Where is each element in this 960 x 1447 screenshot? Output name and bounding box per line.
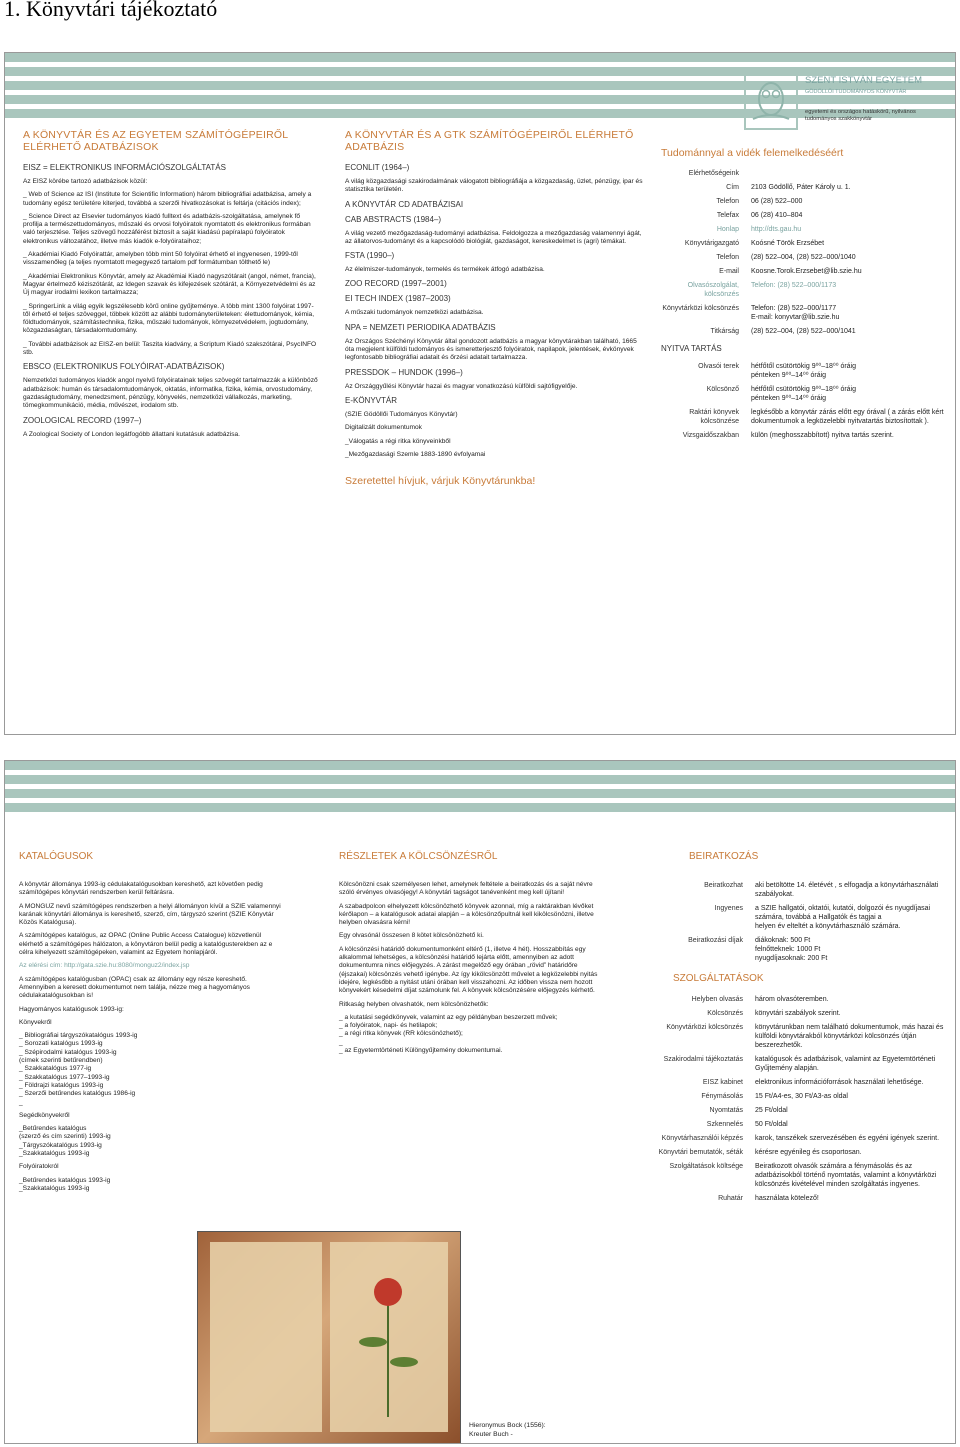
text-block: EBSCO (ELEKTRONIKUS FOLYÓIRAT-ADATBÁZISOK) — [23, 362, 225, 372]
info-row — [633, 1194, 951, 1203]
info-value[interactable]: Telefon: (28) 522–000/1177 E-mail: konyvtar@lib.szie.hu — [751, 305, 840, 322]
info-value: használata kötelező! — [755, 1195, 819, 1202]
text-block: A műszaki tudományok nemzetközi adatbázisa. — [345, 309, 484, 317]
text-block: EISZ = ELEKTRONIKUS INFORMÁCIÓSZOLGÁLTATÁS — [23, 163, 226, 172]
info-row — [633, 1120, 951, 1129]
text-block: A MONGUZ nevű számítógépes rendszerben a helyi állományon kívül a SZIE valamennyi karának könyvtári állománya is kereshető, szerző, cím, tárgyszó szerint (SZIE Könyvtár Közös Katalógusa). — [19, 902, 281, 927]
col-databases-gtk — [345, 123, 645, 728]
text-block: PRESSDOK – HUNDOK (1996–) — [345, 367, 463, 377]
text-block: (SZIE Gödöllői Tudományos Könyvtár) — [345, 410, 458, 418]
info-value: kérésre egyénileg és csoportosan. — [755, 1149, 862, 1156]
info-label: Olvasói terek — [698, 363, 739, 371]
text-block: ECONLIT (1964–) — [345, 163, 410, 172]
info-value: hétfőtől csütörtökig 9⁰⁰–18⁰⁰ óráig pénteken 9⁰⁰–14⁰⁰ óráig — [751, 363, 857, 380]
info-row — [661, 267, 951, 276]
info-label: Honlap — [716, 226, 739, 234]
info-value: a SZIE hallgatói, oktatói, kutatói, dolgozói és nyugdíjasai számára, továbbá a Hallgatók és tagjai a helyen év elteltét a könyvtárhasználó számára. — [755, 905, 931, 930]
logo-tagline: egyetemi és országos hatáskörű, nyilvános tudományos szakkönyvtár — [805, 109, 916, 122]
text-block: Egy olvasónál összesen 8 kötet kölcsönözhető ki. — [339, 932, 484, 940]
text-block: _ További adatbázisok az EISZ-en belül: Taszita kiadvány, a Scriptum Kiadó szakszótárai, PsycINFO stb. — [23, 340, 317, 357]
info-label: Titkárság — [710, 328, 739, 336]
info-row — [633, 995, 951, 1004]
motto: Tudománnyal a vidék felemelkedéséért — [661, 147, 844, 159]
info-row — [633, 1009, 951, 1018]
text-block: A világ vezető mezőgazdaság-tudományi adatbázisa. Feldolgozza a mezőgazdaság valamennyi ágát, az állatorvos-tudományt és a kapcsolódó biológiát, gazdaságot, kereskedelmet is (agri) témákat. — [345, 229, 642, 245]
text-block: Az elérési cím: http://gata.szie.hu:8080/monguz2/index.jsp — [19, 962, 190, 970]
text-block: A világ közgazdasági szakirodalmának válogatott bibliográfiája a közgazdaság, üzlet, pénzügy, ipar és statisztika területén. — [345, 178, 643, 194]
info-label: Ruhatár — [718, 1195, 743, 1202]
col2-title: A KÖNYVTÁR ÉS A GTK SZÁMÍTÓGÉPEIRŐL ELÉRHETŐ ADATBÁZIS — [345, 129, 634, 153]
text-block: A KÖNYVTÁR CD ADATBÁZISAI — [345, 199, 464, 209]
info-row — [661, 239, 951, 248]
text-block: _ SpringerLink a világ egyik legszélesebb körű online gyűjteménye. A több mint 1300 folyóirat 1997-től érhető el teljes szöveggel, többek között az alábbi tudományterületeken: élettudományok, kémia, földtudományok, számítástechnika, fizika, műszaki tudományok, környezetvédelem, jogtudomány, közgazdaságtan, társadalomtudomány. — [23, 302, 315, 335]
info-value: Beiratkozott olvasók számára a fénymásolás és az adatbázisokból történő nyomtatás, valamint a könyvtárközi kölcsönzés kivételével minden szolgáltatás ingyenes. — [755, 1163, 937, 1188]
info-label: EISZ kabinet — [702, 1079, 743, 1086]
info-label: Telefon — [716, 254, 739, 262]
lending-blocks — [339, 881, 607, 1055]
text-block: A kölcsönzési határidő dokumentumonként eltérő (1, illetve 4 hét). Hosszabbítás egy alkalommal lehetséges, a kölcsönzési határidő lejárta előtt, amennyiben az adott dokumentumra nincs előjegyzés. A zárást megelőző egy órában „rövid” határidőre (éjszakai) kölcsönzés vehető igénybe. Az így kikölcsönzött művelet a legközelebbi nyitás idejére, legkésőbb a nyitást utáni órában kell visszahozni. Az időben vissza nem hozott könyvekért késedelmi díjat számolunk fel. A könyvek kölcsönzésére előjegyzés kérhető. — [339, 945, 598, 995]
opening-rows — [661, 362, 951, 440]
service-rows — [633, 995, 951, 1203]
col1-blocks — [23, 163, 318, 439]
services-title: SZOLGÁLTATÁSOK — [673, 973, 764, 984]
decorative-bands — [5, 761, 955, 817]
text-block: A számítógépes katalógusban (OPAC) csak az állomány egy része kereshető. Amennyiben a keresett dokumentumot nem találja, nézze meg a hagyományos cédulakatalógusokban is! — [19, 975, 250, 1000]
info-value[interactable]: Koosne.Torok.Erzsebet@lib.szie.hu — [751, 268, 862, 276]
text-block: _ Akadémiai Kiadó Folyóirattár, amelyben több mint 50 folyóirat érhető el ingyenesen, 1999-től visszamenőleg (a teljes nyomtatott megegyező tartalom pdf formátumban tölthető le) — [23, 251, 298, 267]
col2-blocks — [345, 163, 645, 459]
info-label: E-mail — [719, 268, 739, 276]
info-label: Telefon — [716, 198, 739, 206]
info-value: könyvtárunkban nem található dokumentumok, más hazai és külföldi könyvtárakból könyvtárközi kölcsönzés útján beszerezhetők. — [755, 1024, 944, 1049]
document-heading: 1. Könyvtári tájékoztató — [4, 0, 218, 21]
text-block: A Zoological Society of London legátfogóbb állattani kutatásuk adatbázisa. — [23, 430, 241, 438]
enrolment-title: BEIRATKOZÁS — [689, 851, 759, 862]
info-value: 25 Ft/oldal — [755, 1107, 788, 1114]
info-value: (28) 522–004, (28) 522–000/1040 — [751, 254, 856, 262]
text-block: _Válogatás a régi ritka könyveinkből — [345, 437, 451, 445]
info-row — [661, 281, 951, 299]
col-databases-university — [23, 123, 318, 728]
info-row — [633, 904, 951, 931]
info-label: Raktári könyvek kölcsönzése — [689, 409, 739, 426]
owl-book-icon — [753, 83, 789, 119]
info-label: Könyvtári bemutatók, séták — [658, 1149, 743, 1156]
lending-title: RÉSZLETEK A KÖLCSÖNZÉSRŐL — [339, 851, 498, 862]
info-label: Vizsgaidőszakban — [682, 432, 739, 440]
info-label: Nyomtatás — [709, 1107, 743, 1114]
info-label: Szakirodalmi tájékoztatás — [663, 1056, 743, 1063]
text-block: Digitalizált dokumentumok — [345, 424, 422, 432]
info-value: könyvtári szabályok szerint. — [755, 1010, 841, 1017]
brochure-back — [4, 760, 956, 1444]
info-row — [661, 327, 951, 336]
text-block: Hagyományos katalógusok 1993-ig: — [19, 1005, 124, 1013]
info-row — [661, 225, 951, 234]
text-block: Az EISZ körébe tartozó adatbázisok közül: — [23, 178, 148, 185]
info-value: Telefon: (28) 522–000/1173 — [751, 282, 837, 290]
text-block: _ Akadémiai Elektronikus Könyvtár, amely az Akadémiai Kiadó nagyszótárait (angol, német, francia), Magyar értelmező kéziszótárát, az Idegen szavak és kifejezések szótárát, a Környezetvédelmi és az Új magyar irodalmi lexikon tartalmazza; — [23, 272, 316, 297]
info-label: Beiratkozhat — [704, 882, 743, 889]
info-value: három olvasóteremben. — [755, 996, 829, 1003]
info-row — [633, 1055, 951, 1073]
text-block: _Mezőgazdasági Szemle 1883-1890 évfolyamai — [345, 450, 486, 458]
info-value: legkésőbb a könyvtár zárás előtt egy órával ( a zárás előtt kért dokumentumok a legközelebbi nyitvatartás biztosítottak ). — [751, 409, 944, 426]
info-value: 15 Ft/A4-es, 30 Ft/A3-as oldal — [755, 1093, 848, 1100]
text-block: _ Web of Science az ISI (Institute for Scientific Information) három bibliográfiai adatbázisa, amely a tudomány egész területére kiterjed, továbbá a szerzői hivatkozásokat is feltárja (citációs index); — [23, 191, 312, 207]
text-block: A szabadpolcon elhelyezett kölcsönözhető könyvek azonnal, míg a raktárakban lévőket kérőlapon – a katalógusok adatai alapján – a kölcsönzőpultnál kell kikölcsönözni, illetve helyben olvasásra kérni! — [339, 902, 594, 927]
opening-title: NYITVA TARTÁS — [661, 344, 722, 354]
text-block: ZOOLOGICAL RECORD (1997–) — [23, 415, 142, 425]
col1-title: A KÖNYVTÁR ÉS AZ EGYETEM SZÁMÍTÓGÉPEIRŐL ELÉRHETŐ ADATBÁZISOK — [23, 129, 288, 153]
photo-caption: Hieronymus Bock (1556): Kreuter Buch - — [469, 1422, 546, 1438]
text-block: Segédkönyvekről — [19, 1111, 70, 1119]
info-label: Cím — [726, 184, 739, 192]
info-row — [633, 1023, 951, 1050]
text-block: A számítógépes katalógus, az OPAC (Online Public Access Catalogue) közvetlenül elérhető a számítógépes hálózaton, a könyvtáron belül pedig a katalógusterekben az e célra kihelyezett számítógépeken, valamint az Egyetem honlapjáról. — [19, 932, 273, 957]
info-value: 50 Ft/oldal — [755, 1121, 788, 1128]
herbal-book-photo — [197, 1231, 461, 1444]
text-block: Az élelmiszer-tudományok, termelés és termékek átfogó adatbázisa. — [345, 266, 545, 274]
info-row — [633, 1092, 951, 1101]
text-block: A könyvtár állománya 1993-ig cédulakatalógusokban kereshető, azt követően pedig számítógépes könyvtári rendszerben kerül feltárásra. — [19, 881, 263, 897]
catalogue-blocks — [19, 881, 281, 1193]
info-label: Olvasószolgálat, kölcsönzés — [687, 282, 739, 299]
info-value[interactable]: http://dts.gau.hu — [751, 226, 802, 234]
info-row — [633, 1162, 951, 1189]
text-block: _ Bibliográfiai tárgyszókatalógus 1993-ig _ Sorozati katalógus 1993-ig _ Szépirodalmi katalógus 1993-ig (címek szerinti betűrendben) _ Szakkatalógus 1977-ig _ Szakkatalógus 1977–1993-ig _ Földrajzi katalógus 1993-ig _ Szerzői betűrendes katalógus 1986-ig _ — [19, 1032, 138, 1106]
brochure-front-content — [11, 75, 949, 728]
info-row — [661, 183, 951, 192]
text-block: _Betűrendes katalógus (szerző és cím szerinti) 1993-ig _Tárgyszókatalógus 1993-ig _Szakkatalógus 1993-ig — [19, 1125, 111, 1158]
info-label: Ingyenes — [714, 905, 743, 912]
col-contact — [661, 143, 951, 728]
info-value: aki betöltötte 14. életévét , s elfogadja a könyvtárhasználati szabályokat. — [755, 882, 939, 898]
flower-illustration — [348, 1262, 428, 1422]
brochure-back-content — [11, 821, 949, 1437]
info-row — [661, 385, 951, 403]
info-row — [661, 169, 951, 178]
info-label: Kölcsönző — [706, 386, 739, 394]
info-value: 06 (28) 522–000 — [751, 198, 803, 206]
info-value: diákoknak: 500 Ft felnőtteknek: 1000 Ft nyugdíjasoknak: 200 Ft — [755, 937, 828, 962]
info-row — [661, 408, 951, 426]
info-row — [661, 253, 951, 262]
info-row — [661, 211, 951, 220]
enrolment-rows — [633, 881, 951, 963]
brochure-front — [4, 52, 956, 735]
info-label: Könyvtárközi kölcsönzés — [666, 1024, 743, 1031]
text-block: Ritkaság helyben olvashatók, nem kölcsönözhetők: — [339, 1000, 489, 1008]
info-row — [661, 304, 951, 322]
info-row — [661, 362, 951, 380]
info-label: Könyvtárhasználói képzés — [661, 1135, 743, 1142]
info-value: hétfőtől csütörtökig 9⁰⁰–18⁰⁰ óráig pénteken 9⁰⁰–14⁰⁰ óráig — [751, 386, 857, 403]
library-logo — [743, 67, 943, 135]
info-label: Beiratkozási díjak — [688, 937, 743, 944]
info-label: Könyvtárközi kölcsönzés — [662, 305, 739, 313]
info-row — [633, 1148, 951, 1157]
info-label: Szolgáltatások költsége — [669, 1163, 743, 1170]
info-label: Elérhetőségeink — [688, 170, 739, 178]
info-value: katalógusok és adatbázisok, valamint az Egyetemtörténeti Gyűjtemény alapján. — [755, 1056, 936, 1072]
info-label: Könyvtárigazgató — [684, 240, 739, 248]
info-label: Kölcsönzés — [707, 1010, 743, 1017]
text-block: EI TECH INDEX (1987–2003) — [345, 294, 451, 304]
info-row — [633, 1106, 951, 1115]
welcome-slogan: Szeretettel hívjuk, várjuk Könyvtárunkba! — [345, 475, 536, 488]
info-value: Koósné Török Erzsébet — [751, 240, 825, 248]
logo-name: SZENT ISTVÁN EGYETEM — [805, 75, 923, 86]
text-block: FSTA (1990–) — [345, 251, 395, 261]
info-label: Szkennelés — [706, 1121, 743, 1128]
info-row — [633, 936, 951, 963]
info-row — [661, 197, 951, 206]
text-block: _ a kutatási segédkönyvek, valamint az egy példányban beszerzett művek; _ a folyóiratok, napi- és hetilapok; _ a régi ritka könyvek (RR kölcsönözhető); _ _ az Egyetemtörténeti Különgyűjtemény dokumentumai. — [339, 1013, 558, 1055]
info-label: Telefax — [716, 212, 739, 220]
text-block: Az Országgyűlési Könyvtár hazai és magyar vonatkozású külföldi sajtófigyelője. — [345, 382, 578, 390]
text-block: CAB ABSTRACTS (1984–) — [345, 214, 442, 224]
info-row — [633, 1078, 951, 1087]
text-block: NPA = NEMZETI PERIODIKA ADATBÁZIS — [345, 322, 496, 332]
info-value — [751, 169, 951, 178]
text-block: Könyvekről — [19, 1018, 52, 1026]
info-label: Helyben olvasás — [691, 996, 743, 1003]
info-value: elektronikus információforrások használati lehetősége. — [755, 1079, 924, 1086]
col-enrolment — [633, 821, 951, 1437]
catalogues-title: KATALÓGUSOK — [19, 851, 94, 862]
logo-sub: GÖDÖLLŐI TUDOMÁNYOS KÖNYVTÁR — [805, 89, 907, 95]
info-value: 2103 Gödöllő, Páter Károly u. 1. — [751, 184, 851, 192]
text-block: E-KÖNYVTÁR — [345, 395, 398, 405]
info-value: 06 (28) 410–804 — [751, 212, 803, 220]
info-row — [633, 1134, 951, 1143]
info-value: (28) 522–004, (28) 522–000/1041 — [751, 328, 856, 336]
text-block: Kölcsönözni csak személyesen lehet, amelynek feltétele a beiratkozás és a saját névre szóló érvényes olvasójegy! A könyvtári tagságot tanévenként meg kell újítani! — [339, 881, 593, 897]
text-block: ZOO RECORD (1997–2001) — [345, 279, 447, 289]
text-block: Nemzetközi tudományos kiadók angol nyelvű folyóiratainak teljes szövegét tartalmazzák a különböző adatbázisok: humán és társadalomtudományok, oktatás, informatika, fizika, kémia, orvostudomány, gazdaságtudomány, menedzsment, pénzügy, könyvelés, nemzetközi vállalkozás, marketing, tömegkommunikáció, média, művészet, irodalom stb. — [23, 377, 318, 410]
info-value: külön (meghosszabbított) nyitva tartás szerint. — [751, 432, 894, 440]
info-row — [661, 431, 951, 440]
text-block: Folyóiratokról — [19, 1163, 59, 1171]
text-block: _Betűrendes katalógus 1993-ig _Szakkatalógus 1993-ig — [19, 1176, 111, 1192]
text-block: Az Országos Széchényi Könyvtár által gondozott adatbázis a magyar könyvtárakban található, 1665 óta megjelent külföldi tudományos és ismeretterjesztő folyóiratok, napilapok, jelentések, évkönyvek legfontosabb bibliográfiai adatait és őrzési adatait tartalmazza. — [345, 337, 637, 362]
info-value: karok, tanszékek szervezésében és egyéni igények szerint. — [755, 1135, 940, 1142]
text-block: _ Science Direct az Elsevier tudományos kiadó fulltext és adatbázis-szolgáltatása, amelynek fő profilja a természettudományos, műszaki és orvosi folyóiratok nyomtatott és elektronikus formában való terjesztése. Teljes szövegű hozzáférést biztosít a saját kiadású papíralapú folyóiratok elektronikus változatához, illetve más kiadók e-folyóirataihoz; — [23, 212, 311, 245]
contact-rows — [661, 169, 951, 336]
info-label: Fénymásolás — [701, 1093, 743, 1100]
info-row — [633, 881, 951, 899]
